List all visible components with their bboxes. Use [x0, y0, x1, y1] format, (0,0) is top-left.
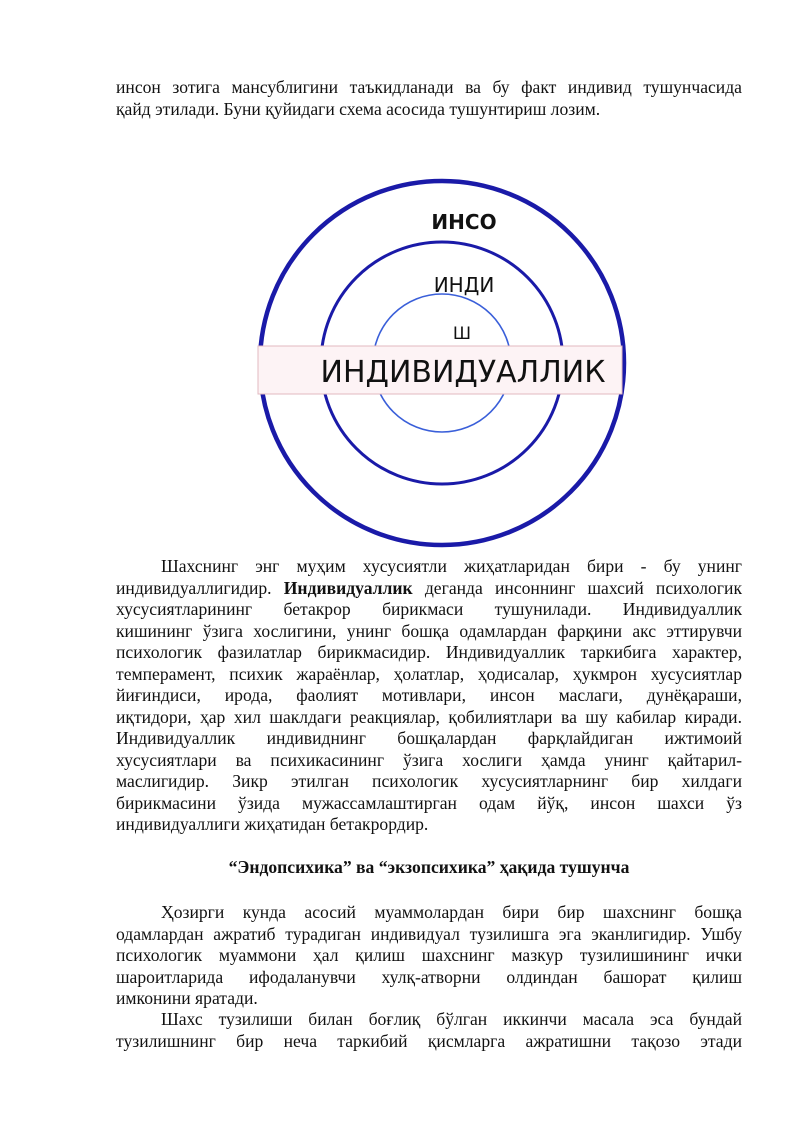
banner-label: ИНДИВИДУАЛЛИК [320, 355, 606, 390]
paragraph-line: иқтидори, ҳар хил шаклдаги реакциялар, қобилиятлари ва шу кабилар киради. [116, 706, 742, 727]
paragraph-line: Индивидуаллик индивиднинг бошқалардан фарқлайдиган ижтимоий [116, 728, 742, 748]
paragraph-line: хусусиятлари ва психикасининг ўзига хослиги ҳамда унинг қайтарил- [116, 749, 742, 770]
section-heading: “Эндопсихика” ва “экзопсихика” ҳақида тушунча [228, 857, 630, 877]
concentric-circles-diagram [240, 168, 640, 548]
paragraph-line: Шахс тузилиши билан боғлиқ бўлган иккинчи масала эса бундай [161, 1009, 742, 1029]
paragraph-line: одамлардан ажратиб турадиган индивидуал тузилишга эга эканлигидир. Ушбу [116, 923, 742, 944]
structure-paragraph [116, 902, 742, 1010]
inner-ring-label: Ш [452, 324, 472, 344]
paragraph-line: темперамент, психик жараёнлар, ҳолатлар, ҳодисалар, ҳукмрон хусусиятлар [116, 663, 742, 684]
paragraph-line: имконини яратади. [116, 988, 258, 1008]
paragraph-line: индивидуаллиги жиҳатидан бетакрордир. [116, 814, 429, 834]
outer-ring-label: ИНСО [431, 210, 497, 234]
paragraph-line: психологик муаммони ҳал қилиш шахснинг мазкур тузилишининг ички [116, 945, 742, 965]
paragraph-line: шароитларида ифодаланувчи хулқ-атворни олдиндан башорат қилиш [116, 966, 742, 987]
paragraph-line: тузилишнинг бир неча таркибий қисмларга ажратишни тақозо этади [116, 1030, 742, 1051]
intro-paragraph [116, 77, 742, 120]
second-issue-paragraph [116, 1009, 742, 1052]
paragraph-line: йиғиндиси, ирода, фаолият мотивлари, инсон маслаги, дунёқараши, [116, 685, 742, 705]
middle-ring-label: ИНДИ [433, 273, 495, 297]
intro-line-1: инсон зотига мансублигини таъкидланади ва бу факт индивид тушунчасида [116, 77, 742, 97]
paragraph-line: хусусиятларининг бетакрор бирикмаси тушунилади. Индивидуаллик [116, 599, 742, 619]
intro-line-2: қайд этилади. Буни қуйидаги схема асосида тушунтириш лозим. [116, 98, 601, 119]
paragraph-line: Шахснинг энг муҳим хусусиятли жиҳатларидан бири - бу унинг [161, 556, 742, 576]
bold-term: Индивидуаллик [283, 577, 413, 598]
text-span: деганда инсоннинг шахсий психологик [424, 577, 742, 598]
paragraph-line: Ҳозирги кунда асосий муаммолардан бири бир шахснинг бошқа [161, 902, 742, 922]
paragraph-line: маслигидир. Зикр этилган психологик хусусиятларнинг бир хилдаги [116, 771, 742, 791]
paragraph-line [116, 578, 742, 600]
paragraph-line: психологик фазилатлар бирикмасидир. Индивидуаллик таркибига характер, [116, 642, 742, 662]
text-span: индивидуаллигидир. [116, 577, 272, 598]
individuality-paragraph [116, 556, 742, 836]
paragraph-line: бирикмасини ўзида мужассамлаштирган одам йўқ, инсон шахси ўз [116, 792, 742, 813]
paragraph-line: кишининг ўзига хослигини, унинг бошқа одамлардан фарқини акс эттирувчи [116, 620, 742, 641]
